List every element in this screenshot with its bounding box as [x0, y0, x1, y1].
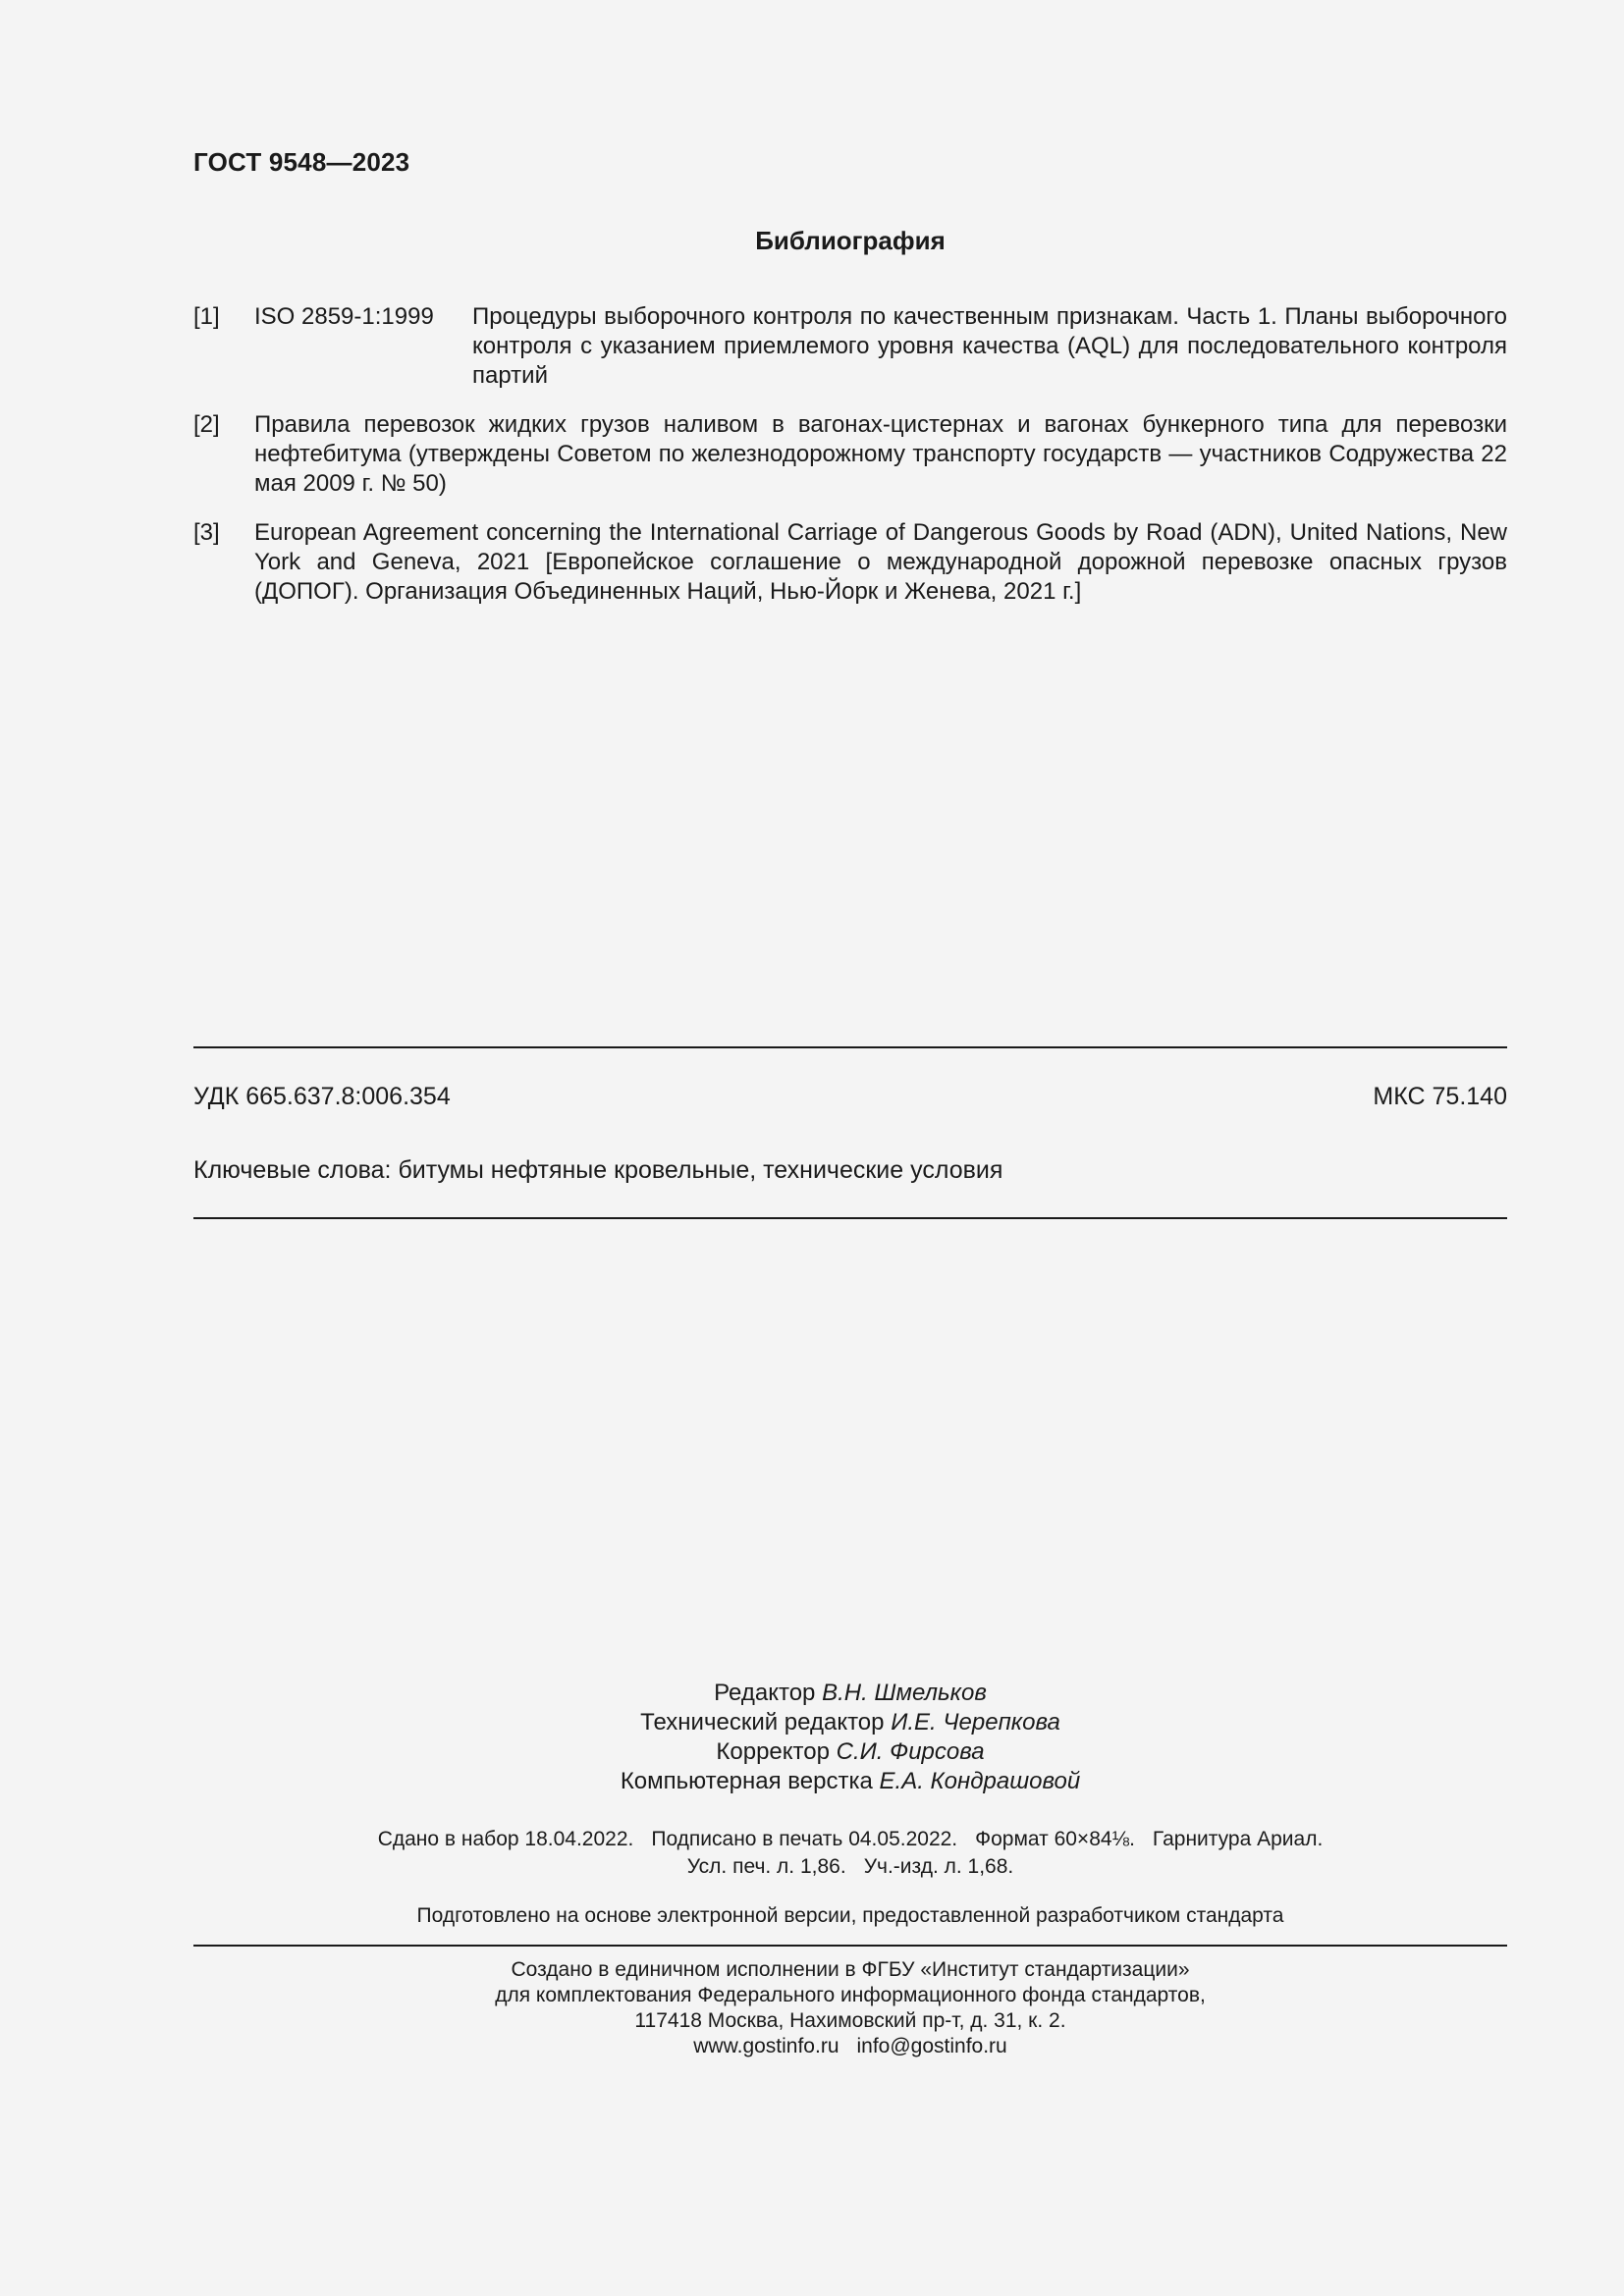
credit-editor — [193, 1679, 1507, 1708]
credit-layout — [193, 1767, 1507, 1796]
bibliography-list — [193, 302, 1507, 626]
keywords: Ключевые слова: битумы нефтяные кровельные, технические условия — [193, 1156, 1003, 1184]
bibliography-item-number: [1] — [193, 303, 220, 330]
divider-footer — [193, 1945, 1507, 1947]
submitted-date: Сдано в набор 18.04.2022. — [377, 1828, 634, 1850]
document-code: ГОСТ 9548—2023 — [193, 147, 410, 177]
bibliography-item-code: ISO 2859-1:1999 — [254, 303, 434, 330]
credit-name: В.Н. Шмельков — [822, 1680, 987, 1706]
credit-role: Корректор — [716, 1738, 830, 1765]
print-info-line — [193, 1853, 1507, 1881]
bibliography-item-text: European Agreement concerning the International Carriage of Dangerous Goods by Road (ADN), United Nations, New York and Geneva, 2021 [Европейское соглашение о международной дорожной перевозке опасных грузов (ДОПОГ). Организация Объединенных Наций, Нью-Йорк и Женева, 2021 г.] — [254, 519, 1507, 605]
bibliography-item-text: Процедуры выборочного контроля по качественным признакам. Часть 1. Планы выборочного контроля с указанием приемлемого уровня качества (AQL) для последовательного контроля партий — [472, 303, 1507, 389]
bibliography-item — [193, 518, 1507, 607]
typeface: Гарнитура Ариал. — [1152, 1828, 1324, 1850]
email-link[interactable]: info@gostinfo.ru — [856, 2035, 1007, 2057]
print-info-line — [193, 1826, 1507, 1853]
bibliography-item-text: Правила перевозок жидких грузов наливом в вагонах-цистернах и вагонах бункерного типа для перевозки нефтебитума (утверждены Советом по железнодорожному транспорту государств — участников Содружества 22 мая 2009 г. № 50) — [254, 411, 1507, 497]
mks-code: МКС 75.140 — [1373, 1083, 1507, 1110]
footer-line: для комплектования Федерального информационного фонда стандартов, — [495, 1984, 1206, 2006]
print-info — [193, 1826, 1507, 1881]
credit-name: С.И. Фирсова — [836, 1738, 985, 1765]
credit-role: Компьютерная верстка — [620, 1768, 873, 1794]
credit-corrector — [193, 1737, 1507, 1767]
credit-name: И.Е. Черепкова — [891, 1709, 1060, 1735]
credit-name: Е.А. Кондрашовой — [879, 1768, 1081, 1794]
print-format: Формат 60×84⅛. — [975, 1828, 1135, 1850]
footer-line: 117418 Москва, Нахимовский пр-т, д. 31, к. 2. — [634, 2009, 1066, 2032]
bibliography-item — [193, 302, 1507, 391]
credits-block — [193, 1679, 1507, 1796]
print-sheets: Усл. печ. л. 1,86. — [686, 1855, 846, 1878]
bibliography-title: Библиография — [755, 226, 946, 255]
bibliography-item-number: [3] — [193, 519, 220, 546]
footer-contacts — [193, 2034, 1507, 2059]
footer-line: Создано в единичном исполнении в ФГБУ «Институт стандартизации» — [511, 1958, 1190, 1981]
udk-code: УДК 665.637.8:006.354 — [193, 1083, 451, 1110]
divider-bottom — [193, 1217, 1507, 1219]
website-link[interactable]: www.gostinfo.ru — [693, 2035, 839, 2057]
credit-role: Технический редактор — [640, 1709, 885, 1735]
divider-top — [193, 1046, 1507, 1048]
prepared-note: Подготовлено на основе электронной версии, предоставленной разработчиком стандарта — [416, 1904, 1284, 1927]
bibliography-item — [193, 410, 1507, 499]
publisher-sheets: Уч.-изд. л. 1,68. — [863, 1855, 1014, 1878]
signed-date: Подписано в печать 04.05.2022. — [651, 1828, 958, 1850]
publisher-footer — [193, 1957, 1507, 2059]
credit-role: Редактор — [714, 1680, 816, 1706]
bibliography-item-number: [2] — [193, 411, 220, 438]
credit-tech-editor — [193, 1708, 1507, 1737]
